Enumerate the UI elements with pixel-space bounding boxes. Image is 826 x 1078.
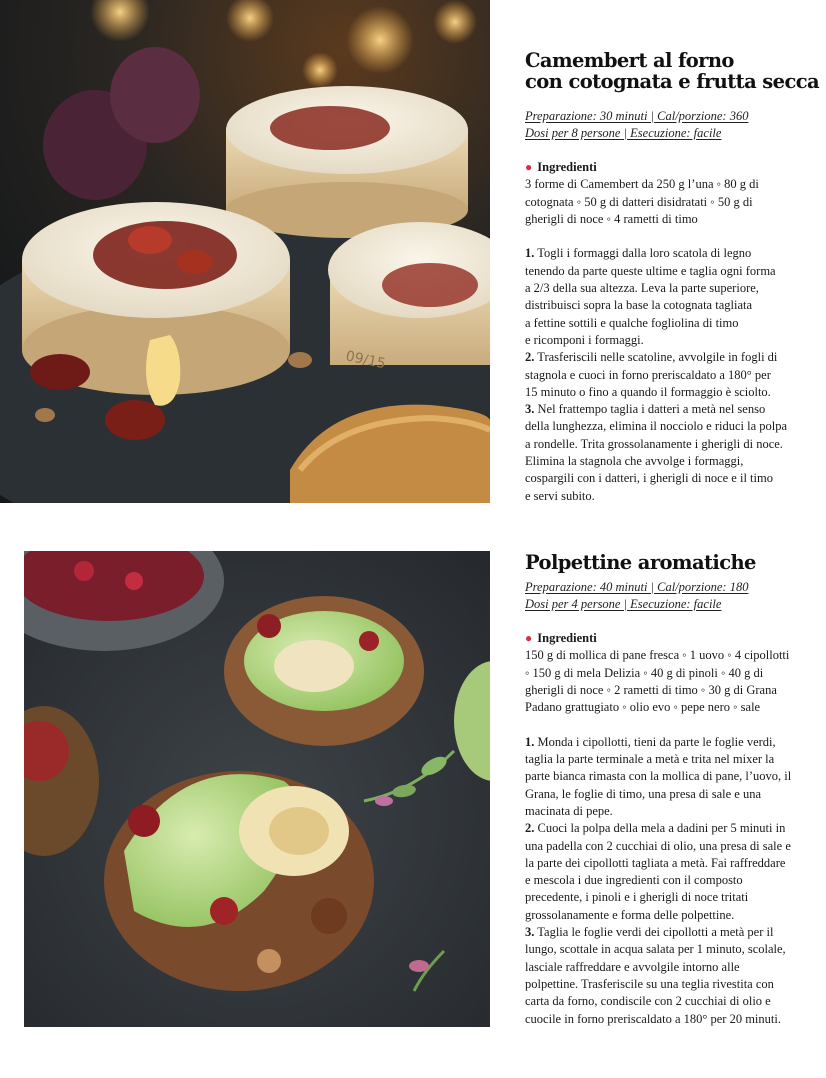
recipe-meta-line: Dosi per 8 persone | Esecuzione: facile xyxy=(525,126,722,140)
step-text: Taglia le foglie verdi dei cipollotti a metà per il lungo, scottale in acqua salata per 1 minuto, scolale, lasciale raffreddare e avvolgile intorno alle polpettine. Trasferiscile su una teglia rivestita con carta da forno, condiscile con 2 cucchiai di olio e cuocile in forno preriscaldato a 180° per 20 minuti. xyxy=(525,925,786,1026)
step-number: 3. xyxy=(525,925,535,940)
step-number: 1. xyxy=(525,734,535,749)
recipe-step xyxy=(525,820,821,924)
recipe-meta xyxy=(525,579,821,613)
bullet-icon: ● xyxy=(525,631,533,645)
ingredients-list: 150 g di mollica di pane fresca ◦ 1 uovo ◦ 4 cipollotti ◦ 150 g di mela Delizia ◦ 40 g di pinoli ◦ 40 g di gherigli di noce ◦ 2 rametti di timo ◦ 30 g di Grana Padano grattugiato ◦ olio evo ◦ pepe nero ◦ sale xyxy=(525,648,790,715)
step-number: 3. xyxy=(525,402,535,417)
recipe-polpettine xyxy=(525,552,821,1028)
ingredients-heading xyxy=(525,630,821,647)
step-text: Nel frattempo taglia i datteri a metà nel senso della lunghezza, elimina il nocciolo e riduci la polpa a rondelle. Trita grossolanamente i gherigli di noce. Elimina la stagnola che avvolge i formaggi, cospargili con i datteri, i gherigli di noce e il timo e servi subito. xyxy=(525,402,788,503)
recipe-title-line: Polpettine aromatiche xyxy=(525,551,756,574)
recipe-step xyxy=(525,734,821,820)
polpettine-photo xyxy=(24,551,490,1027)
recipe-meta-line: Preparazione: 30 minuti | Cal/porzione: 360 xyxy=(525,109,749,123)
step-number: 2. xyxy=(525,350,535,365)
step-number: 2. xyxy=(525,821,535,836)
recipe-step xyxy=(525,349,821,401)
recipe-meta-line: Dosi per 4 persone | Esecuzione: facile xyxy=(525,597,722,611)
recipe-title xyxy=(525,552,821,573)
ingredients-heading-label: Ingredienti xyxy=(537,631,597,645)
step-text: Monda i cipollotti, tieni da parte le foglie verdi, taglia la parte terminale a metà e trita nel mixer la parte bianca rimasta con la mollica di pane, l’uovo, il Grana, le foglie di timo, una presa di sale e una macinata di pepe. xyxy=(525,734,792,818)
recipe-step xyxy=(525,924,821,1028)
bullet-icon: ● xyxy=(525,160,533,174)
recipe-title-line: con cotognata e frutta secca xyxy=(525,70,820,93)
ingredients-heading-label: Ingredienti xyxy=(537,160,597,174)
recipe-meta-line: Preparazione: 40 minuti | Cal/porzione: 180 xyxy=(525,580,749,594)
recipe-title xyxy=(525,50,821,92)
recipe-step xyxy=(525,245,821,349)
camembert-photo xyxy=(0,0,490,503)
ingredients-heading xyxy=(525,159,821,176)
step-text: Cuoci la polpa della mela a dadini per 5 minuti in una padella con 2 cucchiai di olio, una presa di sale e la parte dei cipollotti tagliata a metà. Fai raffreddare e mescola i due ingredienti con il composto precedente, i pinoli e i gherigli di noce tritati grossolanamente e forma delle polpettine. xyxy=(525,821,791,922)
recipe-camembert xyxy=(525,50,821,505)
recipe-title-line: Camembert al forno xyxy=(525,49,734,72)
step-text: Togli i formaggi dalla loro scatola di legno tenendo da parte queste ultime e taglia ogni forma a 2/3 della sua altezza. Leva la parte superiore, distribuisci sopra la base la cotognata tagliata a fettine sottili e qualche fogliolina di timo e ricomponi i formaggi. xyxy=(525,246,776,347)
recipe-meta xyxy=(525,108,821,142)
box-stamp-text: 09/15 xyxy=(344,348,387,373)
recipe-step xyxy=(525,401,821,505)
step-text: Trasferiscili nelle scatoline, avvolgile in fogli di stagnola e cuoci in forno preriscaldato a 180° per 15 minuto o fino a quando il formaggio è sciolto. xyxy=(525,350,778,399)
step-number: 1. xyxy=(525,246,535,261)
ingredients-list: 3 forme di Camembert da 250 g l’una ◦ 80 g di cotognata ◦ 50 g di datteri disidratati ◦ 50 g di gherigli di noce ◦ 4 rametti di timo xyxy=(525,177,759,226)
